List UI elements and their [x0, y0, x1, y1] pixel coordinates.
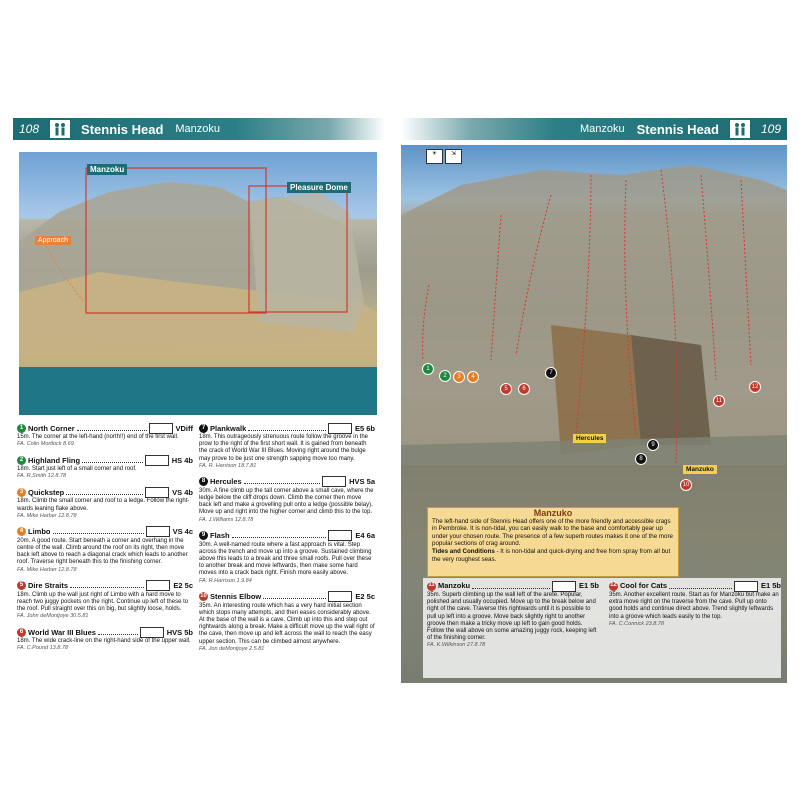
right-page	[401, 118, 787, 688]
first-ascent: FA. R.Smith 12.8.78	[17, 473, 67, 480]
star-rating-box	[734, 581, 758, 592]
route-description: 18m. This outrageously strenuous route follow the groove in the prow to the right of the first short wall. It is gained from beneath the crack of World War III Blues. Moving right around the bulge may prove to be just one strength sapping move too many.	[199, 434, 368, 462]
manzuko-label: Manzuko	[683, 465, 717, 474]
route-header	[17, 454, 193, 466]
route-entry	[199, 422, 375, 470]
first-ascent: FA. Colin Mortlock 8.69	[17, 441, 74, 448]
route-number-badge: 9	[199, 531, 208, 540]
route-marker-3: 3	[453, 371, 465, 383]
crag-title: Stennis Head	[81, 121, 164, 137]
route-header	[427, 580, 599, 592]
route-grade: E2 5c	[355, 592, 375, 602]
route-description: 18m. Climb up the wall just right of Limbo with a hard move to reach two juggy pockets on the right. Continue up left of these to the roof. Pull straight over this on big, but slightly loose, holds.	[17, 591, 189, 613]
star-rating-box	[145, 455, 169, 466]
dot-leader	[66, 488, 143, 495]
route-number-badge: 4	[17, 527, 26, 536]
route-marker-1: 1	[422, 363, 434, 375]
sector-title: Manzoku	[579, 123, 625, 135]
dot-leader	[98, 628, 138, 635]
route-entry	[17, 486, 193, 519]
route-description: 35m. An interesting route which has a very hard initial section which stops many attempts, and then eases considerably above. At the base of the wall is a cave. Climb up into this and step out rightwards along a break. Make a difficult move up the wall right of the cave, then move up and left across the wall to reach the easy upper section. This can be climbed almost anywhere.	[199, 602, 375, 645]
route-header	[199, 530, 375, 542]
route-grade: E5 6b	[354, 423, 375, 433]
route-marker-2: 2	[439, 370, 451, 382]
route-name: Manzoku	[438, 581, 471, 591]
route-description: 18m. Climb the small corner and roof to a ledge. Follow the right-wards leaning flake above.	[17, 498, 190, 512]
route-description: 20m. A good route. Start beneath a corner and overhang in the centre of the wall. Climb around the roof on its right, then move back left above to reach a diagonal crack which leads to another roof. Traverse right beneath this to the finishing corner.	[17, 537, 188, 566]
dot-leader	[472, 582, 550, 589]
route-column-d	[609, 580, 781, 634]
dot-leader	[70, 581, 144, 588]
route-number-badge: 11	[427, 582, 436, 591]
route-entry	[199, 530, 375, 585]
star-rating-box	[149, 423, 173, 434]
route-name: Flash	[210, 531, 230, 541]
sector-title: Manzoku	[175, 123, 221, 135]
route-name: Highland Fling	[28, 455, 81, 465]
route-name: Stennis Elbow	[210, 592, 262, 602]
route-grade: E2 5c	[173, 581, 193, 591]
route-header	[17, 422, 193, 434]
first-ascent: FA. K.Wilkinson 27.8.78	[427, 642, 486, 649]
route-grade: VS 4c	[172, 527, 193, 537]
info-box-title: Manzuko	[533, 508, 573, 518]
dot-leader	[82, 456, 143, 463]
route-name: Plankwalk	[210, 423, 247, 433]
route-grade: VS 4b	[172, 487, 193, 497]
dot-leader	[77, 424, 147, 431]
route-grade: E4 6a	[355, 531, 375, 541]
route-marker-11: 11	[713, 395, 725, 407]
route-name: Dire Straits	[28, 581, 69, 591]
route-entry	[609, 580, 781, 628]
route-name: World War III Blues	[28, 627, 96, 637]
route-marker-12: 12	[749, 381, 761, 393]
star-rating-box	[328, 423, 352, 434]
route-entry	[199, 476, 375, 524]
route-name: Quickstep	[28, 487, 65, 497]
first-ascent: FA. R.Harrison 1.9.84	[199, 577, 252, 584]
route-number-badge: 3	[17, 488, 26, 497]
route-grade: HS 4b	[171, 455, 193, 465]
route-description: 30m. A well-named route where a fast approach is vital. Step across the trench and move up into a groove. Sustained climbing above this leads to a break and three small roofs. Pull over these to another break and move leftwards, then make some hard moves into a crack back right. Finish more easily above.	[199, 541, 372, 577]
approach-label: Approach	[35, 236, 71, 245]
dot-leader	[669, 582, 732, 589]
walk-icon: ⇲	[445, 149, 462, 164]
route-header	[17, 486, 193, 498]
route-column-b	[199, 422, 375, 659]
tides-label: Tides and Conditions	[432, 547, 495, 555]
route-description: 35m. Another excellent route. Start as for Manzoku but make an extra move right on the traverse from the cave. Pull up onto good holds and continue direct above. Trend slightly leftwards into a groove which leads easily to the top.	[609, 592, 779, 620]
route-header	[17, 526, 193, 538]
route-entry	[199, 591, 375, 653]
dot-leader	[244, 477, 320, 484]
route-number-badge: 5	[17, 581, 26, 590]
route-description: 30m. A fine climb up the tall corner above a small cave, where the ledge below the cliff drops down. Climb the corner then move back left and make a grovelling pull onto a ledge (possible belay). Move up and right into the higher corner and climb this to the top.	[199, 487, 374, 516]
hercules-label: Hercules	[573, 434, 606, 443]
first-ascent: FA. Mike Harber 12.8.78	[17, 566, 77, 573]
star-rating-box	[146, 580, 170, 591]
route-number-badge: 7	[199, 424, 208, 433]
tides-text: - It is non-tidal and quick-drying and free from spray from all but the very roughest seas.	[432, 547, 671, 563]
page-number: 109	[760, 122, 781, 136]
route-description: 15m. The corner at the left-hand (north!!) end of the first wall.	[17, 434, 179, 440]
right-route-panel	[423, 578, 781, 678]
route-marker-6: 6	[518, 383, 530, 395]
manzoku-label: Manzoku	[87, 164, 127, 175]
route-number-badge: 1	[17, 424, 26, 433]
route-entry	[17, 422, 193, 448]
first-ascent: FA. Mike Harber 12.8.78	[17, 512, 77, 519]
route-grade: HVS 5b	[166, 627, 193, 637]
left-page	[13, 118, 395, 688]
star-rating-box	[322, 476, 346, 487]
route-grade: HVS 5a	[349, 477, 375, 487]
first-ascent: FA. J.Williams 12.8.78	[199, 516, 254, 523]
route-header	[609, 580, 781, 592]
route-name: Cool for Cats	[620, 581, 668, 591]
route-marker-10: 10	[680, 479, 692, 491]
sector-info-box	[427, 507, 679, 577]
route-entry	[427, 580, 599, 650]
dot-leader	[232, 531, 327, 538]
route-entry	[17, 454, 193, 480]
route-header	[17, 580, 193, 592]
dot-leader	[248, 424, 326, 431]
route-number-badge: 6	[17, 628, 26, 637]
route-name: Limbo	[28, 527, 51, 537]
star-rating-box	[140, 627, 164, 638]
route-header	[199, 422, 375, 434]
route-marker-9: 9	[647, 439, 659, 451]
dot-leader	[263, 592, 326, 599]
route-column-a	[17, 422, 193, 658]
route-grade: E1 5b	[760, 581, 781, 591]
route-entry	[17, 526, 193, 574]
route-grade: E1 5b	[578, 581, 599, 591]
crag-overview-photo	[19, 152, 377, 415]
route-header	[199, 591, 375, 603]
star-rating-box	[145, 487, 169, 498]
route-name: Hercules	[210, 477, 242, 487]
crag-title: Stennis Head	[636, 121, 719, 137]
route-column-c	[427, 580, 599, 656]
dot-leader	[53, 527, 144, 534]
crag-symbol-icons	[426, 149, 462, 164]
route-grade: VDiff	[175, 423, 193, 433]
sun-icon: ☀	[426, 149, 443, 164]
first-ascent: FA. Jon deMontjoye 2.5.81	[199, 645, 265, 652]
people-icon	[49, 119, 71, 139]
right-header	[401, 118, 787, 140]
route-description: 35m. Superb climbing up the wall left of the arete. Popular, polished and usually occupied. Move up to the break below and right of the cave. Traverse this rightwards until it is possible to pull up left into a groove. Move back slightly right to another groove then make a tricky move up left to gain good holds. Follow the wall above on some amazing juggy rock, keeping left of the finishing corner.	[427, 592, 597, 642]
star-rating-box	[328, 591, 352, 602]
route-marker-7: 7	[545, 367, 557, 379]
route-header	[17, 626, 193, 638]
first-ascent: FA. R. Harrison 18.7.81	[199, 462, 257, 469]
left-header	[13, 118, 385, 140]
page-number: 108	[19, 122, 40, 136]
info-box-text: The left-hand side of Stennis Head offers one of the more friendly and accessible crags in Pembroke. It is non-tidal, you can easily walk to the base and comfortably gear up under your chosen route. The presence of a few superb routes makes it one of the more popular sections of crag around.	[432, 517, 673, 548]
route-description: 18m. Start just left of a small corner and roof.	[17, 466, 137, 473]
pleasure-dome-label: Pleasure Dome	[287, 182, 351, 193]
route-marker-4: 4	[467, 371, 479, 383]
first-ascent: FA. John deMontjoye 30.5.81	[17, 613, 89, 620]
route-number-badge: 2	[17, 456, 26, 465]
first-ascent: FA. C.Pound 13.8.78	[17, 645, 68, 652]
route-entry	[17, 580, 193, 621]
route-entry	[17, 626, 193, 652]
route-header	[199, 476, 375, 488]
star-rating-box	[146, 526, 170, 537]
route-marker-5: 5	[500, 383, 512, 395]
route-name: North Corner	[28, 423, 75, 433]
star-rating-box	[552, 581, 576, 592]
people-icon	[729, 119, 751, 139]
route-marker-8: 8	[635, 453, 647, 465]
route-number-badge: 12	[609, 582, 618, 591]
route-number-badge: 10	[200, 593, 207, 600]
route-description: 18m. The wide crack-line on the right-hand side of the upper wall.	[17, 638, 191, 645]
star-rating-box	[328, 530, 352, 541]
route-number-badge: 8	[199, 477, 208, 486]
first-ascent: FA. C.Connick 23.8.78	[609, 620, 664, 627]
